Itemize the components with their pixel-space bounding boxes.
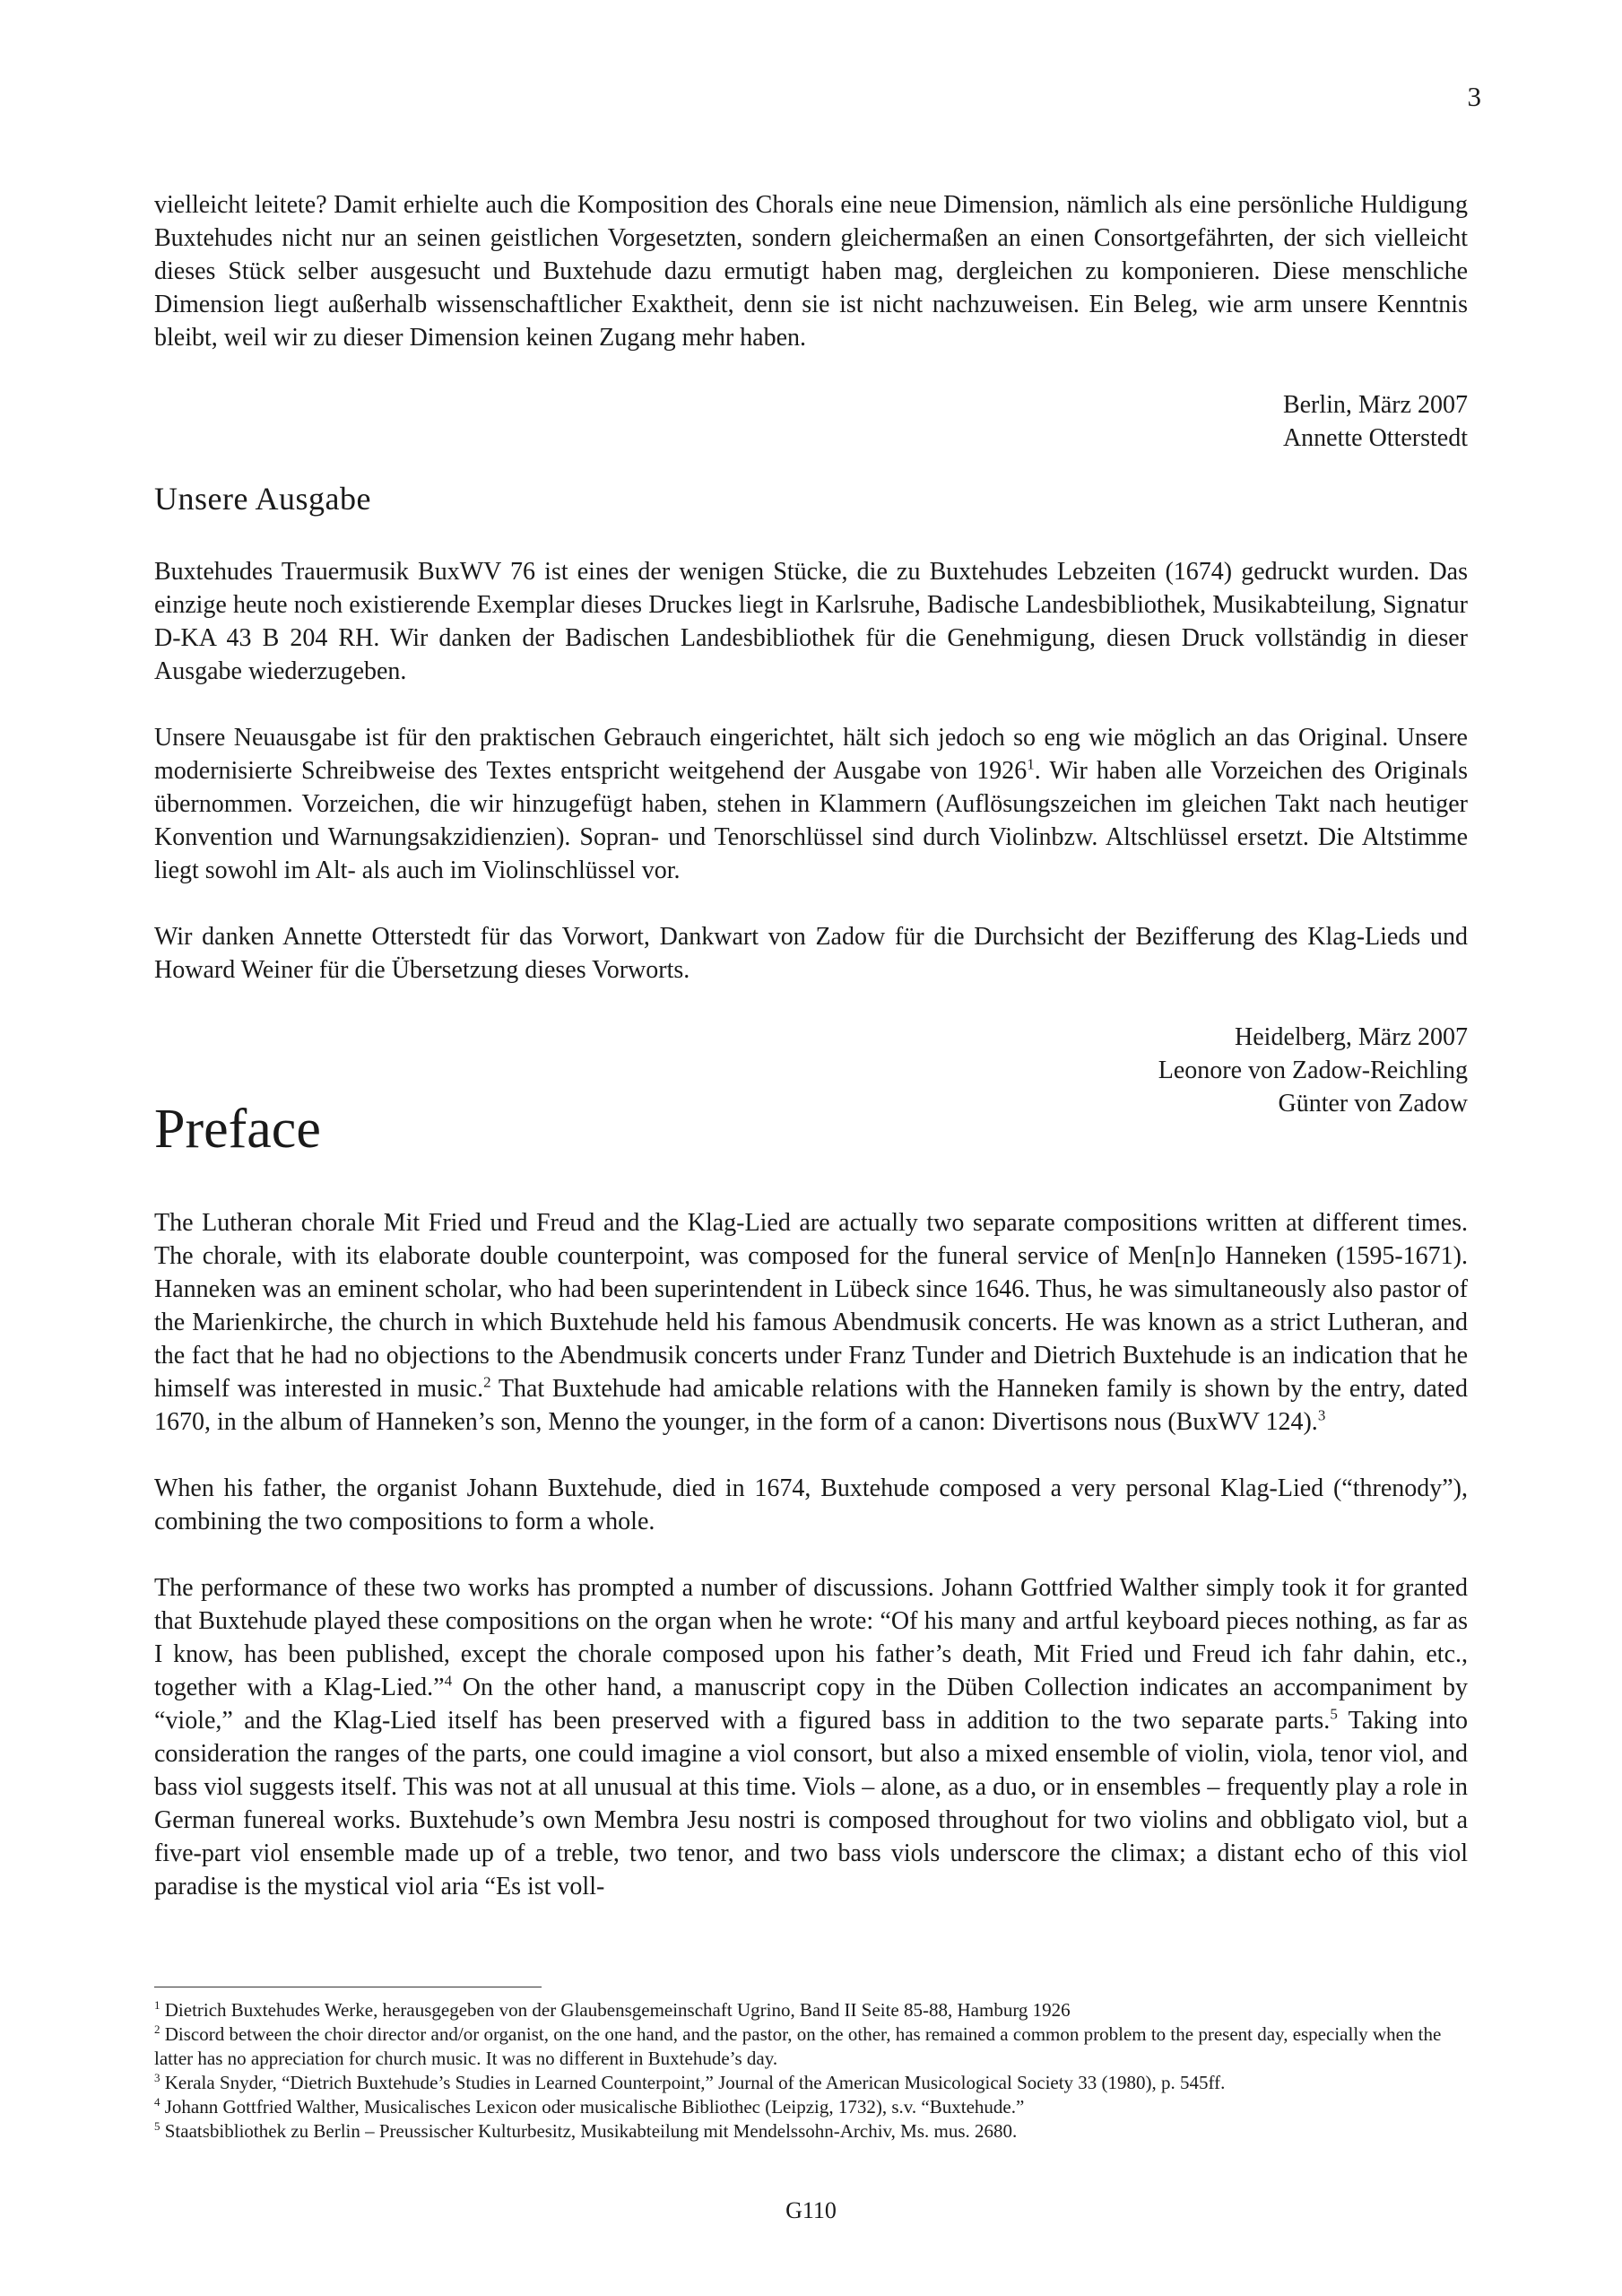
footnote-ref-5: 5 xyxy=(1330,1705,1338,1723)
footer-code: G110 xyxy=(785,2197,837,2223)
footnote-ref-4: 4 xyxy=(444,1672,453,1690)
english-paragraph-2: When his father, the organist Johann Buxtehude, died in 1674, Buxtehude composed a very personal Klag-Lied (“threnody”), combining the two compositions to form a whole. xyxy=(154,1474,1468,1535)
footnote: $^3$ Kerala Snyder, “Dietrich Buxtehude’s Studies in Learned Counterpoint,” Journal of the American Musicological Society 33 (1980), p. 545ff. xyxy=(154,2071,1226,2093)
page-number: 3 xyxy=(1467,81,1481,112)
footnote: $^1$ Dietrich Buxtehudes Werke, herausgegeben von der Glaubensgemeinschaft Ugrino, Band II Seite 85-88, Hamburg 1926 xyxy=(154,1998,1071,2021)
german-paragraph-3: Wir danken Annette Otterstedt für das Vorwort, Dankwart von Zadow für die Durchsicht der Bezifferung des Klag-Lieds und Howard Weiner für die Übersetzung dieses Vorworts. xyxy=(154,923,1468,984)
main-content xyxy=(154,188,1468,1903)
preface-heading: Preface xyxy=(154,1099,321,1160)
footnote-ref-3: 3 xyxy=(1317,1406,1326,1424)
german-paragraph-1: Buxtehudes Trauermusik BuxWV 76 ist eines der wenigen Stücke, die zu Buxtehudes Lebzeiten (1674) gedruckt wurden. Das einzige heute noch existierende Exemplar dieses Druckes liegt in Karlsruhe, Badische Landesbibliothek, Musikabteilung, Signatur D-KA 43 B 204 RH. Wir danken der Badischen Landesbibliothek für die Genehmigung, diesen Druck vollständig in dieser Ausgabe wiederzugeben. xyxy=(154,558,1468,685)
german-paragraph-2: Unsere Neuausgabe ist für den praktischen Gebrauch eingerichtet, hält sich jedoch so eng wie möglich an das Original. Unsere modernisierte Schreibweise des Textes entspricht weitgehend der Ausgabe von 1926$^1$. Wir haben alle Vorzeichen des Originals übernommen. Vorzeichen, die wir hinzugefügt haben, stehen in Klammern (Auflösungszeichen im gleichen Takt nach heutiger Konvention und Warnungsakzidienzien). Sopran- und Tenorschlüssel sind durch Violinbzw. Altschlüssel ersetzt. Die Altstimme liegt sowohl im Alt- als auch im Violinschlüssel vor. xyxy=(154,724,1469,884)
signature-place-date: Heidelberg, März 2007 xyxy=(1235,1023,1468,1051)
signature-berlin xyxy=(154,388,1468,455)
footnote: $^4$ Johann Gottfried Walther, Musicalisches Lexicon oder musicalische Bibliothec (Leipzig, 1732), s.v. “Buxtehude.” xyxy=(154,2095,1025,2118)
signature-author: Günter von Zadow xyxy=(1278,1090,1468,1118)
english-paragraph-3: The performance of these two works has prompted a number of discussions. Johann Gottfried Walther simply took it for granted that Buxtehude played these compositions on the organ when he wrote: “Of his many and artful keyboard pieces nothing, as far as I know, has been published, except the chorale composed upon his father’s death, Mit Fried und Freud ich fahr dahin, etc., together with a Klag-Lied.”$^4$ On the other hand, a manuscript copy in the Düben Collection indicates an accompaniment by “viole,” and the Klag-Lied itself has been preserved with a figured bass in addition to the two separate parts.$^5$ Taking into consideration the ranges of the parts, one could imagine a viol consort, but also a mixed ensemble of violin, viola, tenor viol, and bass viol suggests itself. This was not at all unusual at this time. Viols – alone, as a duo, or in ensembles – frequently play a role in German funereal works. Buxtehude’s own Membra Jesu nostri is composed throughout for two violins and obbligato viol, but a five-part viol ensemble made up of a treble, two tenor, and two bass viols underscore the climax; a distant echo of this viol paradise is the mystical viol aria “Es ist voll- xyxy=(154,1574,1469,1900)
english-paragraph-1: The Lutheran chorale Mit Fried und Freud and the Klag-Lied are actually two separate compositions written at different times. The chorale, with its elaborate double counterpoint, was composed for the funeral service of Men[n]o Hanneken (1595-1671). Hanneken was an eminent scholar, who had been superintendent in Lübeck since 1646. Thus, he was simultaneously also pastor of the Marienkirche, the church in which Buxtehude held his famous Abendmusik concerts. He was known as a strict Lutheran, and the fact that he had no objections to the Abendmusik concerts under Franz Tunder and Dietrich Buxtehude is an indication that he himself was interested in music.$^2$ That Buxtehude had amicable relations with the Hanneken family is shown by the entry, dated 1670, in the album of Hanneken’s son, Menno the younger, in the form of a canon: Divertisons nous (BuxWV 124).$^3$ xyxy=(154,1209,1468,1436)
signature-author: Annette Otterstedt xyxy=(1282,424,1468,452)
section-heading-unsere-ausgabe: Unsere Ausgabe xyxy=(154,481,371,517)
footnote: $^2$ Discord between the choir director and/or organist, on the one hand, and the pastor, on the other, has remained a common problem to the present day, especially when the latter has no appreciation for church music. It was no different in Buxtehude’s day. xyxy=(154,2022,1442,2069)
footnote-ref-2: 2 xyxy=(483,1373,491,1391)
signature-place-date: Berlin, März 2007 xyxy=(1282,391,1468,419)
footnotes xyxy=(154,1998,1468,2144)
german-intro-paragraph: vielleicht leitete? Damit erhielte auch die Komposition des Chorals eine neue Dimension, nämlich als eine persönliche Huldigung Buxtehudes nicht nur an seinen geistlichen Vorgesetzten, sondern gleichermaßen an einen Consortgefährten, der sich vielleicht dieses Stück selber ausgesucht und Buxtehude dazu ermutigt haben mag, dergleichen zu komponieren. Diese menschliche Dimension liegt außerhalb wissenschaftlicher Exaktheit, denn sie ist nicht nachzuweisen. Ein Beleg, wie arm unsere Kenntnis bleibt, weil wir zu dieser Dimension keinen Zugang mehr haben. xyxy=(154,191,1468,352)
signature-author: Leonore von Zadow-Reichling xyxy=(1158,1057,1468,1084)
footnote-ref-1: 1 xyxy=(1027,755,1035,773)
footnote: $^5$ Staatsbibliothek zu Berlin – Preussischer Kulturbesitz, Musikabteilung mit Mendelssohn-Archiv, Ms. mus. 2680. xyxy=(154,2119,1018,2142)
